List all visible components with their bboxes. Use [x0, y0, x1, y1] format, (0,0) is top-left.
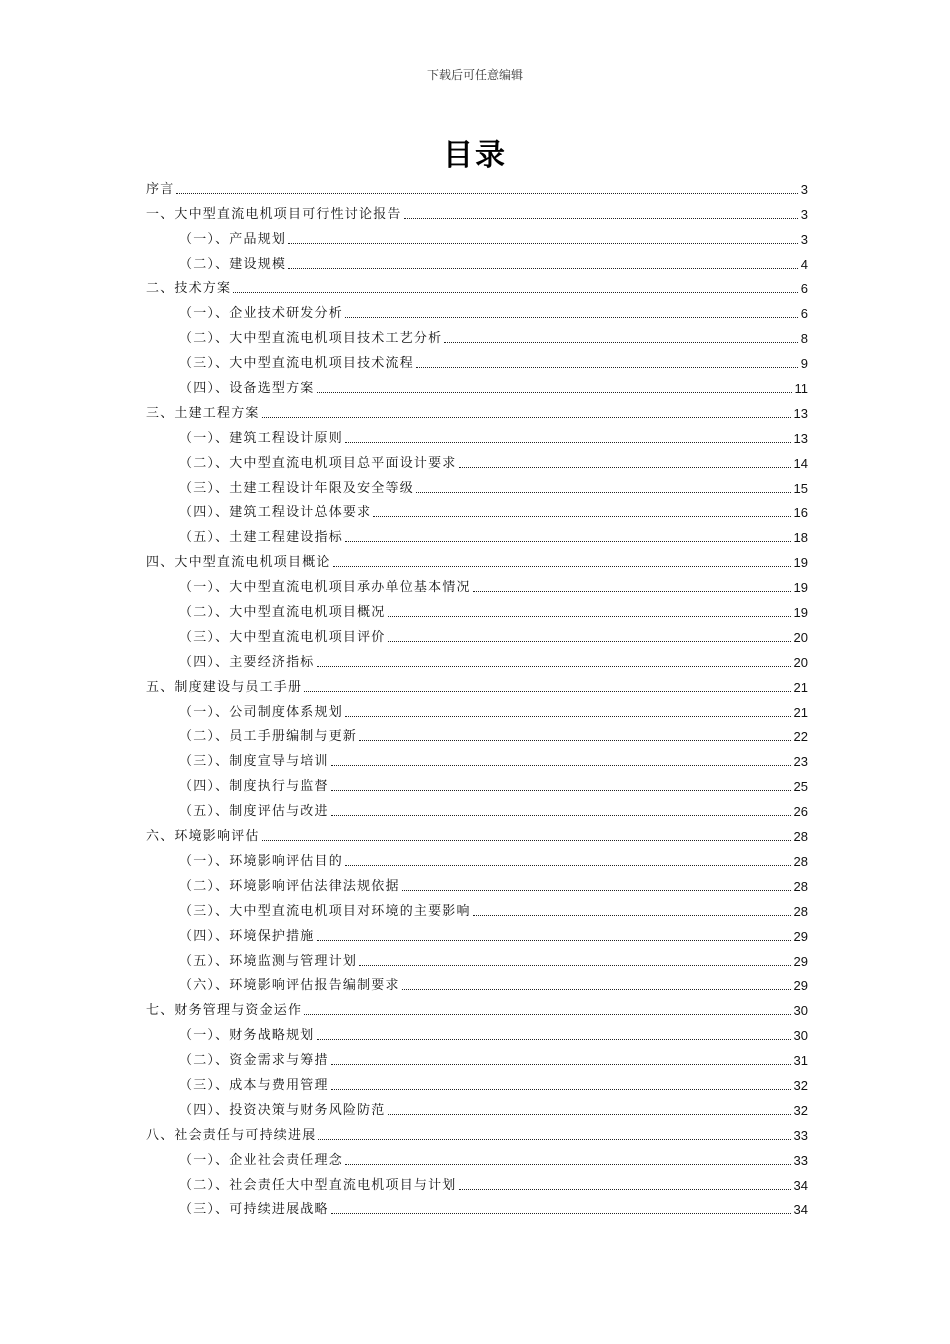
toc-page-number: 6: [800, 306, 808, 322]
toc-page-number: 14: [793, 455, 808, 471]
toc-entry-text: （五）、环境监测与管理计划: [179, 953, 358, 969]
toc-dot-leader: [402, 989, 791, 990]
toc-entry-text: （三）、大中型直流电机项目对环境的主要影响: [179, 903, 471, 919]
toc-page-number: 29: [793, 953, 808, 969]
toc-page-number: 3: [800, 206, 808, 222]
toc-entry[interactable]: [146, 722, 808, 747]
toc-dot-leader: [331, 1213, 791, 1214]
toc-entry[interactable]: [146, 199, 808, 224]
toc-entry[interactable]: [146, 1095, 808, 1120]
toc-title: 目录: [443, 138, 507, 173]
toc-entry-text: （二）、大中型直流电机项目概况: [179, 605, 386, 621]
toc-page-number: 20: [793, 629, 808, 645]
toc-page-number: 19: [793, 555, 808, 571]
toc-entry[interactable]: [146, 821, 808, 846]
toc-entry[interactable]: [146, 348, 808, 373]
toc-entry-text: （一）、企业技术研发分析: [179, 306, 343, 322]
toc-entry-text: （四）、投资决策与财务风险防范: [179, 1102, 386, 1118]
toc-entry[interactable]: [146, 746, 808, 771]
toc-entry[interactable]: [146, 771, 808, 796]
toc-page-number: 34: [793, 1177, 808, 1193]
toc-entry-text: 三、土建工程方案: [146, 405, 260, 421]
toc-entry[interactable]: [146, 423, 808, 448]
toc-page-number: 9: [800, 356, 808, 372]
toc-dot-leader: [304, 1014, 790, 1015]
toc-dot-leader: [345, 865, 791, 866]
toc-entry-text: （四）、制度执行与监督: [179, 779, 329, 795]
toc-page-number: 3: [800, 181, 808, 197]
toc-page-number: 28: [793, 903, 808, 919]
toc-entry[interactable]: [146, 672, 808, 697]
toc-entry[interactable]: [146, 473, 808, 498]
toc-dot-leader: [345, 317, 798, 318]
toc-entry[interactable]: [146, 572, 808, 597]
toc-dot-leader: [388, 641, 791, 642]
toc-page-number: 16: [793, 505, 808, 521]
toc-entry-text: （四）、主要经济指标: [179, 654, 315, 670]
toc-entry[interactable]: [146, 622, 808, 647]
toc-page-number: 22: [793, 729, 808, 745]
toc-entry-text: （四）、设备选型方案: [179, 381, 315, 397]
toc-entry-text: 五、制度建设与员工手册: [146, 679, 303, 695]
toc-entry[interactable]: [146, 946, 808, 971]
toc-entry[interactable]: [146, 522, 808, 547]
toc-entry[interactable]: [146, 647, 808, 672]
toc-entry[interactable]: [146, 373, 808, 398]
toc-dot-leader: [333, 566, 791, 567]
toc-dot-leader: [416, 367, 798, 368]
toc-dot-leader: [473, 915, 791, 916]
toc-entry[interactable]: [146, 498, 808, 523]
toc-entry-text: （三）、土建工程设计年限及安全等级: [179, 480, 414, 496]
toc-entry[interactable]: [146, 323, 808, 348]
toc-dot-leader: [359, 965, 790, 966]
toc-entry-text: （三）、可持续进展战略: [179, 1202, 329, 1218]
toc-dot-leader: [373, 516, 790, 517]
toc-page-number: 6: [800, 281, 808, 297]
toc-entry[interactable]: [146, 547, 808, 572]
toc-entry-text: （二）、建设规模: [179, 256, 287, 272]
toc-page-number: 4: [800, 256, 808, 272]
toc-entry[interactable]: [146, 921, 808, 946]
toc-page-number: 34: [793, 1202, 808, 1218]
toc-entry[interactable]: [146, 1120, 808, 1145]
toc-dot-leader: [262, 417, 791, 418]
toc-page-number: 13: [793, 430, 808, 446]
toc-dot-leader: [331, 1089, 791, 1090]
toc-page-number: 8: [800, 331, 808, 347]
toc-entry[interactable]: [146, 896, 808, 921]
toc-page-number: 30: [793, 1028, 808, 1044]
toc-page-number: 32: [793, 1102, 808, 1118]
toc-dot-leader: [233, 292, 798, 293]
toc-dot-leader: [317, 392, 792, 393]
toc-dot-leader: [317, 1039, 791, 1040]
toc-dot-leader: [317, 666, 791, 667]
toc-dot-leader: [416, 492, 791, 493]
toc-dot-leader: [345, 442, 791, 443]
toc-page-number: 33: [793, 1152, 808, 1168]
toc-dot-leader: [444, 342, 797, 343]
toc-entry-text: （二）、环境影响评估法律法规依据: [179, 878, 400, 894]
toc-page-number: 29: [793, 928, 808, 944]
toc-entry-text: 序言: [146, 181, 175, 197]
toc-page-number: 18: [793, 530, 808, 546]
toc-entry-text: 二、技术方案: [146, 281, 232, 297]
toc-entry-text: （一）、建筑工程设计原则: [179, 430, 343, 446]
toc-page-number: 30: [793, 1003, 808, 1019]
toc-entry-text: （三）、大中型直流电机项目技术流程: [179, 356, 414, 372]
toc-entry[interactable]: [146, 274, 808, 299]
toc-dot-leader: [388, 1114, 791, 1115]
toc-page-number: 13: [793, 405, 808, 421]
toc-page-number: 28: [793, 878, 808, 894]
toc-entry-text: （二）、员工手册编制与更新: [179, 729, 358, 745]
toc-entry[interactable]: [146, 995, 808, 1020]
toc-dot-leader: [331, 790, 791, 791]
toc-entry[interactable]: [146, 174, 808, 199]
toc-entry-text: （四）、建筑工程设计总体要求: [179, 505, 372, 521]
toc-page-number: 19: [793, 580, 808, 596]
toc-entry-text: （二）、大中型直流电机项目技术工艺分析: [179, 331, 443, 347]
toc-entry-text: 四、大中型直流电机项目概论: [146, 555, 331, 571]
toc-entry-text: （一）、产品规划: [179, 231, 287, 247]
toc-entry[interactable]: [146, 1045, 808, 1070]
toc-entry[interactable]: [146, 1020, 808, 1045]
toc-page-number: 25: [793, 779, 808, 795]
toc-dot-leader: [459, 467, 791, 468]
toc-entry[interactable]: [146, 697, 808, 722]
toc-page-number: 19: [793, 605, 808, 621]
toc-entry-text: （一）、企业社会责任理念: [179, 1152, 343, 1168]
toc-entry[interactable]: [146, 1145, 808, 1170]
toc-entry-text: 七、财务管理与资金运作: [146, 1003, 303, 1019]
toc-entry-text: （三）、成本与费用管理: [179, 1077, 329, 1093]
toc-entry-text: 八、社会责任与可持续进展: [146, 1127, 317, 1143]
header-note: 下载后可任意编辑: [426, 68, 523, 82]
toc-entry[interactable]: [146, 398, 808, 423]
toc-dot-leader: [388, 616, 791, 617]
toc-page-number: 26: [793, 804, 808, 820]
toc-entry-text: （一）、环境影响评估目的: [179, 853, 343, 869]
toc-page-number: 3: [800, 231, 808, 247]
toc-entry-text: （三）、大中型直流电机项目评价: [179, 629, 386, 645]
toc-dot-leader: [176, 193, 797, 194]
toc-entry[interactable]: [146, 249, 808, 274]
toc-page-number: 32: [793, 1077, 808, 1093]
toc-dot-leader: [288, 268, 798, 269]
toc-entry-text: （二）、社会责任大中型直流电机项目与计划: [179, 1177, 457, 1193]
toc-entry-text: （二）、大中型直流电机项目总平面设计要求: [179, 455, 457, 471]
toc-entry[interactable]: [146, 796, 808, 821]
toc-dot-leader: [359, 740, 790, 741]
toc-entry[interactable]: [146, 1070, 808, 1095]
toc-page-number: 23: [793, 754, 808, 770]
toc-dot-leader: [331, 765, 791, 766]
toc-page-number: 33: [793, 1127, 808, 1143]
toc-entry[interactable]: [146, 871, 808, 896]
toc-entry[interactable]: [146, 971, 808, 996]
toc-page-number: 28: [793, 829, 808, 845]
toc-page-number: 11: [794, 381, 808, 397]
toc-entry-text: （四）、环境保护措施: [179, 928, 315, 944]
toc-entry-text: （六）、环境影响评估报告编制要求: [179, 978, 400, 994]
toc-dot-leader: [304, 691, 790, 692]
toc-dot-leader: [345, 716, 791, 717]
table-of-contents: [146, 174, 808, 1219]
toc-entry[interactable]: [146, 1170, 808, 1195]
toc-entry-text: （一）、财务战略规划: [179, 1028, 315, 1044]
toc-entry-text: （一）、公司制度体系规划: [179, 704, 343, 720]
toc-page-number: 21: [793, 704, 808, 720]
toc-dot-leader: [288, 243, 798, 244]
toc-page-number: 31: [793, 1053, 808, 1069]
toc-dot-leader: [459, 1189, 791, 1190]
toc-entry[interactable]: [146, 224, 808, 249]
toc-entry[interactable]: [146, 298, 808, 323]
toc-dot-leader: [345, 1164, 791, 1165]
toc-page-number: 15: [793, 480, 808, 496]
toc-entry[interactable]: [146, 448, 808, 473]
toc-entry[interactable]: [146, 846, 808, 871]
toc-dot-leader: [402, 890, 791, 891]
toc-page-number: 21: [793, 679, 808, 695]
toc-dot-leader: [404, 218, 798, 219]
toc-entry-text: 六、环境影响评估: [146, 829, 260, 845]
toc-entry-text: 一、大中型直流电机项目可行性讨论报告: [146, 206, 402, 222]
toc-dot-leader: [331, 1064, 791, 1065]
toc-entry-text: （三）、制度宣导与培训: [179, 754, 329, 770]
toc-page-number: 20: [793, 654, 808, 670]
toc-dot-leader: [318, 1139, 790, 1140]
toc-entry-text: （二）、资金需求与筹措: [179, 1053, 329, 1069]
toc-dot-leader: [262, 840, 791, 841]
toc-dot-leader: [331, 815, 791, 816]
toc-dot-leader: [317, 940, 791, 941]
toc-entry-text: （一）、大中型直流电机项目承办单位基本情况: [179, 580, 471, 596]
toc-entry-text: （五）、制度评估与改进: [179, 804, 329, 820]
toc-page-number: 28: [793, 853, 808, 869]
toc-dot-leader: [345, 541, 791, 542]
toc-entry[interactable]: [146, 597, 808, 622]
toc-page-number: 29: [793, 978, 808, 994]
toc-entry-text: （五）、土建工程建设指标: [179, 530, 343, 546]
toc-dot-leader: [473, 591, 791, 592]
toc-entry[interactable]: [146, 1195, 808, 1220]
